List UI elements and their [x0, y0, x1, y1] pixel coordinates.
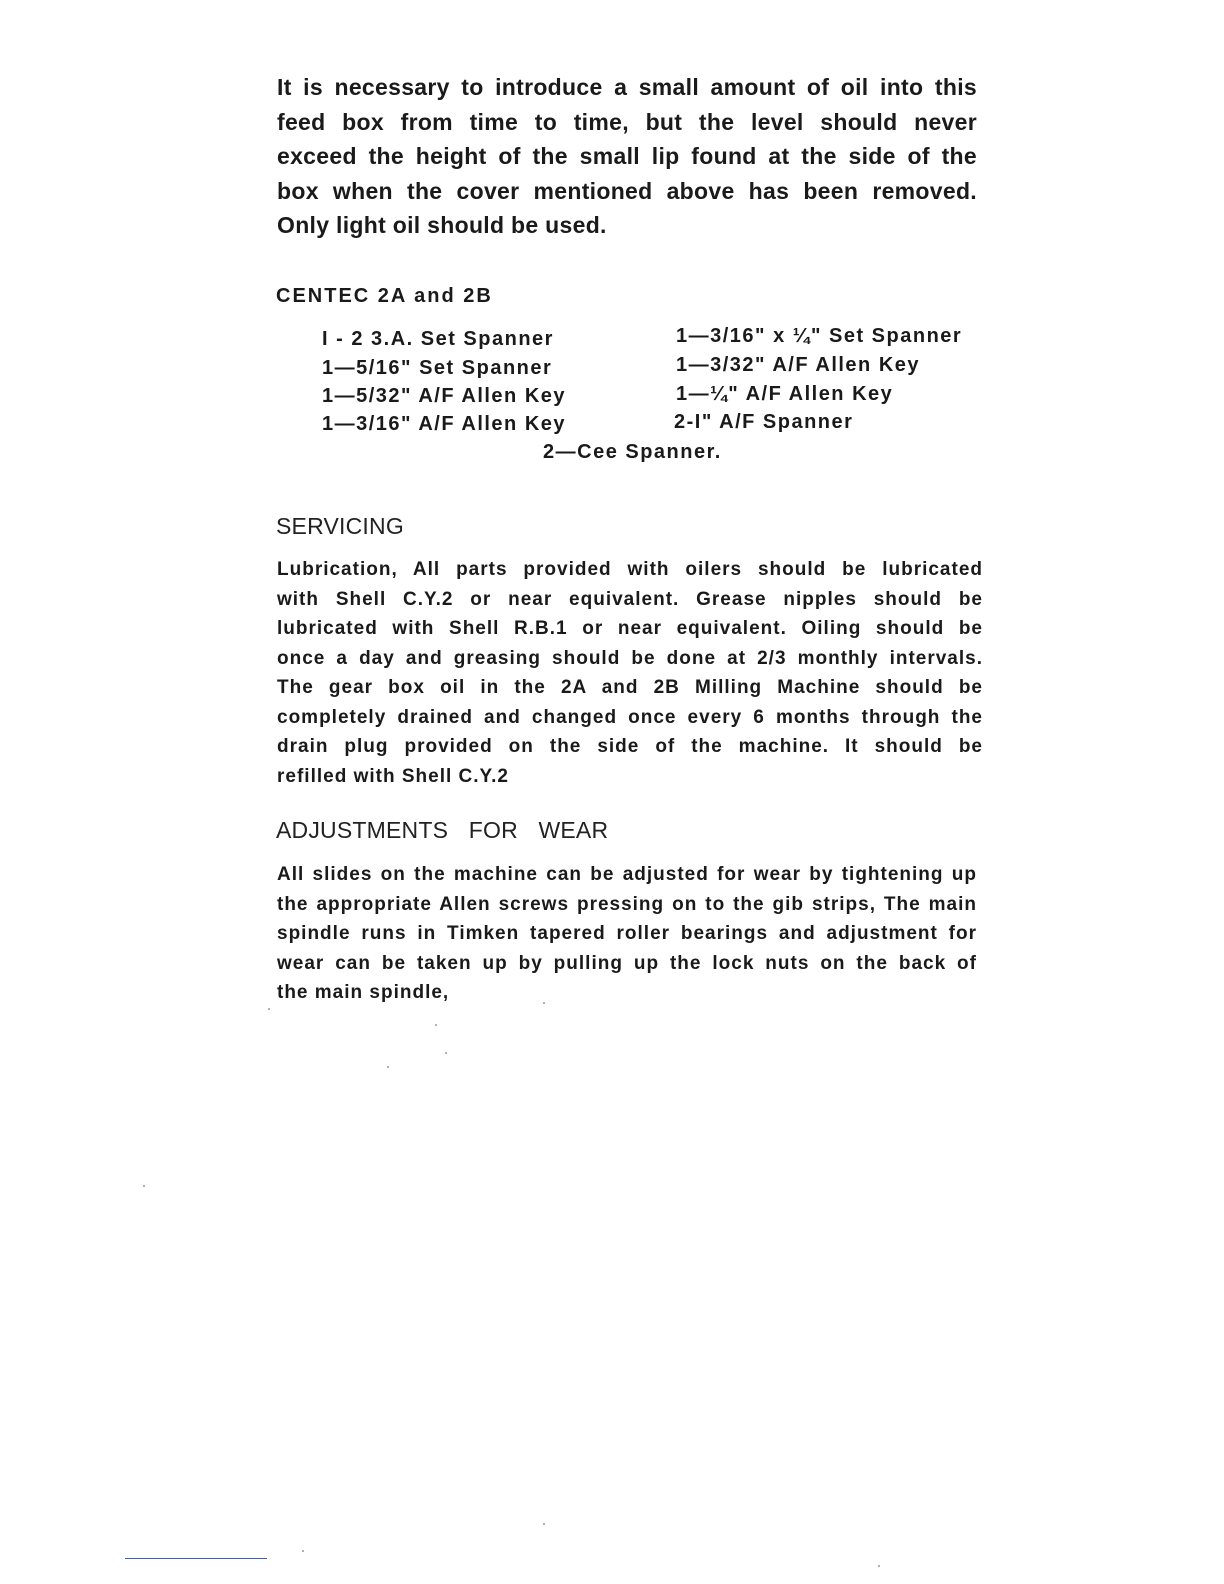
adjustments-line: All slides on the machine can be adjusted for wear by tightening up [277, 864, 977, 885]
scan-speck [543, 1523, 545, 1525]
scan-speck [543, 1002, 545, 1004]
servicing-heading: SERVICING [276, 513, 404, 539]
intro-line: box when the cover mentioned above has been removed. [277, 177, 977, 204]
adjustments-paragraph [277, 864, 977, 1012]
centec-heading: CENTEC 2A and 2B [276, 285, 493, 307]
scan-speck [878, 1565, 880, 1567]
servicing-line: lubricated with Shell R.B.1 or near equivalent. Oiling should be [277, 618, 983, 639]
intro-paragraph [277, 70, 977, 243]
adjustments-line: wear can be taken up by pulling up the lock nuts on the back of [277, 952, 977, 974]
tool-item: I - 2 3.A. Set Spanner [322, 328, 554, 350]
scan-speck [143, 1185, 145, 1187]
intro-line: Only light oil should be used. [277, 212, 607, 238]
scan-speck [445, 1052, 447, 1054]
tool-item: 1—3/32" A/F Allen Key [676, 354, 921, 376]
intro-line: exceed the height of the small lip found at the side of the [277, 143, 977, 169]
adjustments-line: the appropriate Allen screws pressing on to the gib strips, The main [277, 893, 977, 915]
servicing-line: completely drained and changed once every 6 months through the [277, 706, 983, 728]
tool-item: 1—3/16" x ¼" Set Spanner [676, 325, 963, 347]
footer-rule [125, 1558, 267, 1559]
servicing-line: drain plug provided on the side of the machine. It should be [277, 736, 983, 757]
tool-item: 2—Cee Spanner. [543, 441, 722, 463]
servicing-line: with Shell C.Y.2 or near equivalent. Grease nipples should be [277, 588, 983, 610]
intro-line: feed box from time to time, but the level should never [277, 108, 977, 135]
adjustments-heading: ADJUSTMENTS FOR WEAR [276, 817, 609, 843]
tool-item: 1—5/32" A/F Allen Key [322, 385, 567, 407]
scan-speck [302, 1550, 304, 1552]
servicing-line: once a day and greasing should be done at 2/3 monthly intervals. [277, 647, 983, 669]
intro-line: It is necessary to introduce a small amount of oil into this [277, 74, 977, 100]
scan-speck [435, 1024, 437, 1026]
scan-speck [268, 1008, 270, 1010]
tool-item: 1—¼" A/F Allen Key [676, 383, 894, 405]
servicing-line: Lubrication, All parts provided with oilers should be lubricated [277, 559, 983, 580]
tool-item: 1—3/16" A/F Allen Key [322, 413, 567, 435]
tool-item: 2-I" A/F Spanner [674, 411, 854, 433]
servicing-line: The gear box oil in the 2A and 2B Milling Machine should be [277, 677, 983, 698]
tool-item: 1—5/16" Set Spanner [322, 357, 553, 379]
adjustments-line: spindle runs in Timken tapered roller bearings and adjustment for [277, 923, 977, 944]
servicing-line: refilled with Shell C.Y.2 [277, 765, 509, 787]
servicing-paragraph [277, 559, 983, 795]
adjustments-line: the main spindle, [277, 982, 450, 1003]
scan-speck [387, 1066, 389, 1068]
